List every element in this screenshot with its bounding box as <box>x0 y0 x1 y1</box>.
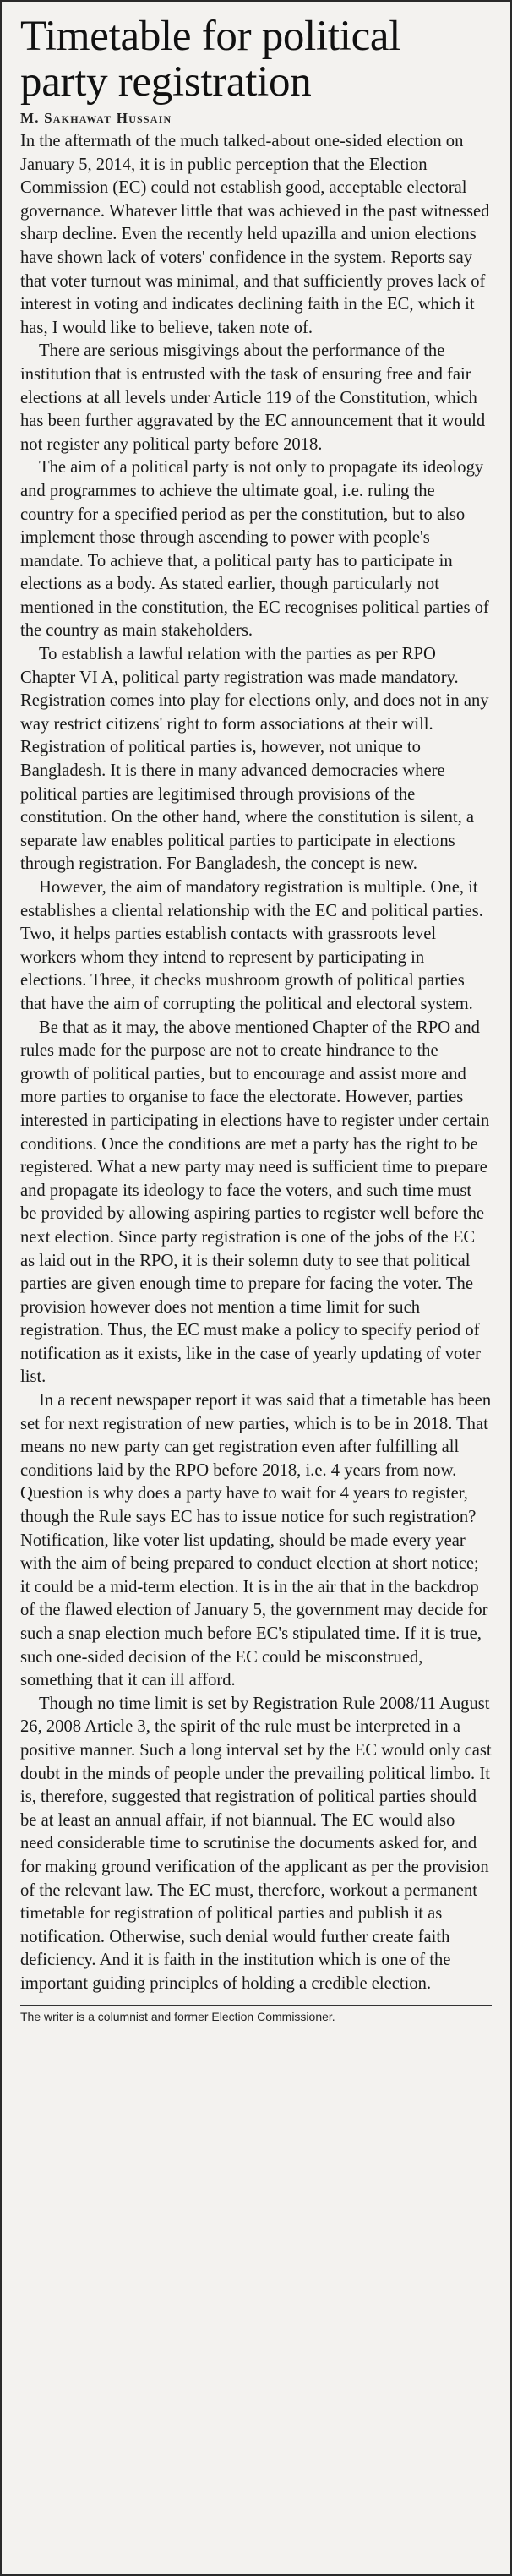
article-paragraph-4: To establish a lawful relation with the parties as per RPO Chapter VI A, political party registration was made mandatory. Registration comes into play for elections only, and does not in any way restrict citizens' right to form associations at their will. Registration of political parties is, however, not unique to Bangladesh. It is there in many advanced democracies where political parties are legitimised through provisions of the constitution. On the other hand, where the constitution is silent, a separate law enables political parties to participate in elections through registration. For Bangladesh, the concept is new. <box>20 645 489 874</box>
article-headline: Timetable for political party registration <box>20 13 401 106</box>
article-paragraph-7: In a recent newspaper report it was said that a timetable has been set for next registration of new parties, which is to be in 2018. That means no new party can get registration even after fulfilling all conditions laid by the RPO before 2018, i.e. 4 years from now. Question is why does a party have to wait for 4 years to register, though the Rule says EC has to issue notice for such registration? Notification, like voter list updating, should be made every year with the aim of being prepared to conduct election at short notice; it could be a mid-term election. It is in the air that in the backdrop of the flawed election of January 5, the government may decide for such a snap election much before EC's stipulated time. If it is true, such one-sided decision of the EC could be misconstrued, something that it can ill afford. <box>20 1391 492 1690</box>
article-paragraph-1: In the aftermath of the much talked-about one-sided election on January 5, 2014, it is in public perception that the Election Commission (EC) could not establish good, acceptable electoral governance. Whatever little that was achieved in the past witnessed sharp decline. Even the recently held upazilla and union elections have shown lack of voters' confidence in the system. Reports say that voter turnout was minimal, and that sufficiently proves lack of interest in voting and indicates declining faith in the EC, which it has, I would like to believe, taken note of. <box>20 132 490 337</box>
article-body <box>20 130 492 1996</box>
article-paragraph-6: Be that as it may, the above mentioned Chapter of the RPO and rules made for the purpose are not to create hindrance to the growth of political parties, but to encourage and assist more and more parties to organise to face the electorate. However, parties interested in participating in elections have to register under certain conditions. Once the conditions are met a party has the right to be registered. What a new party may need is sufficient time to prepare and propagate its ideology to face the voters, and such time must be provided by allowing aspiring parties to register well before the next election. Since party registration is one of the jobs of the EC as laid out in the RPO, it is their solemn duty to see that political parties are given enough time to prepare for facing the voter. The provision however does not mention a time limit for such registration. Thus, the EC must make a policy to specify period of notification as it exists, like in the case of yearly updating of voter list. <box>20 1018 490 1387</box>
author-footnote: The writer is a columnist and former Election Commissioner. <box>20 2009 335 2023</box>
article-paragraph-8: Though no time limit is set by Registration Rule 2008/11 August 26, 2008 Article 3, the spirit of the rule must be interpreted in a positive manner. Such a long interval set by the EC would only cast doubt in the minds of people under the prevailing political limbo. It is, therefore, suggested that registration of political parties should be at least an annual affair, if not biannual. The EC would also need considerable time to scrutinise the documents asked for, and for making ground verification of the applicant as per the provision of the relevant law. The EC must, therefore, workout a permanent timetable for registration of political parties and publish it as notification. Otherwise, such denial would further create faith deficiency. And it is faith in the institution which is one of the important guiding principles of holding a credible election. <box>20 1694 492 1993</box>
article-paragraph-5: However, the aim of mandatory registration is multiple. One, it establishes a cliental relationship with the EC and political parties. Two, it helps parties establish contacts with grassroots level workers whom they intend to represent by participating in elections. Three, it checks mushroom growth of political parties that have the aim of corrupting the political and electoral system. <box>20 878 483 1013</box>
article-paragraph-2: There are serious misgivings about the performance of the institution that is entrusted with the task of ensuring free and fair elections at all levels under Article 119 of the Constitution, which has been further aggravated by the EC announcement that it would not register any political party before 2018. <box>20 341 486 454</box>
article-paragraph-3: The aim of a political party is not only to propagate its ideology and programmes to achieve the ultimate goal, i.e. ruling the country for a specified period as per the constitution, but to also implement those through ascending to power with people's mandate. To achieve that, a political party has to participate in elections as a body. As stated earlier, though particularly not mentioned in the constitution, the EC recognises political parties of the country as main stakeholders. <box>20 458 489 641</box>
footnote-divider <box>20 2005 492 2006</box>
article-byline: M. Sakhawat Hussain <box>20 110 172 126</box>
